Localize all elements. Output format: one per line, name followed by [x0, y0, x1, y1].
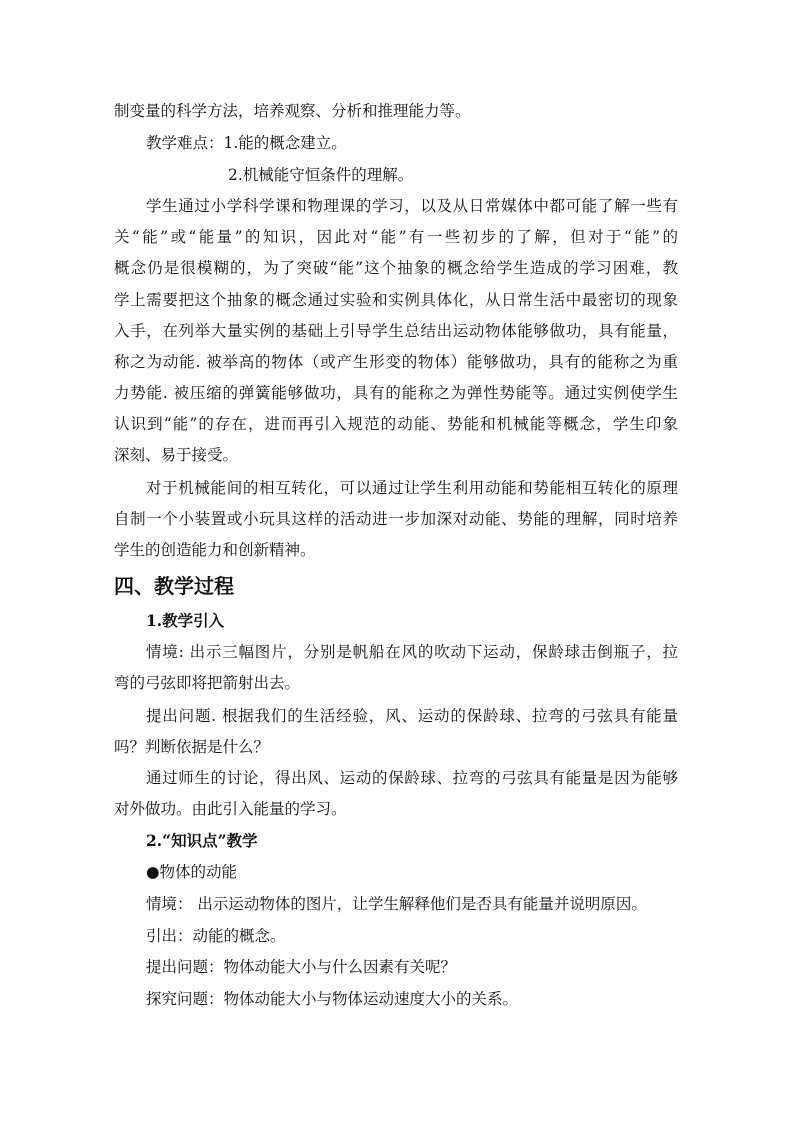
- text-line: 弯的弓弦即将把箭射出去。: [114, 674, 301, 692]
- text-line: 提出问题：物体动能大小与什么因素有关呢？: [146, 958, 457, 976]
- text-line: 对于机械能间的相互转化，可以通过让学生利用动能和势能相互转化的原理: [146, 479, 678, 497]
- text-line: 关“能”或“能量”的知识，因此对“能”有一些初步的了解，但对于“能”的: [114, 228, 678, 246]
- text-line: 概念仍是很模糊的，为了突破“能”这个抽象的概念给学生造成的学习困难，教: [114, 259, 678, 277]
- subsection-heading: 1.教学引入: [146, 611, 225, 630]
- text-line: 制变量的科学方法，培养观察、分析和推理能力等。: [114, 102, 471, 120]
- text-line: 情境： 出示运动物体的图片，让学生解释他们是否具有能量并说明原因。: [146, 895, 647, 913]
- text-line: 称之为动能. 被举高的物体（或产生形变的物体）能够做功，具有的能称之为重: [114, 353, 678, 371]
- text-line: 自制一个小装置或小玩具这样的活动进一步加深对动能、势能的理解，同时培养: [114, 510, 678, 528]
- text-line: 情境: 出示三幅图片，分别是帆船在风的吹动下运动，保龄球击倒瓶子，拉: [146, 643, 678, 661]
- text-line: 入手，在列举大量实例的基础上引导学生总结出运动物体能够做功，具有能量，: [114, 322, 678, 340]
- text-line: 学生通过小学科学课和物理课的学习，以及从日常媒体中都可能了解一些有: [146, 197, 678, 215]
- text-line: 通过师生的讨论，得出风、运动的保龄球、拉弯的弓弦具有能量是因为能够: [146, 769, 678, 787]
- text-line: 提出问题. 根据我们的生活经验，风、运动的保龄球、拉弯的弓弦具有能量: [146, 707, 678, 725]
- text-line: 深刻、易于接受。: [114, 446, 239, 464]
- text-line: 2.机械能守恒条件的理解。: [228, 166, 414, 184]
- text-line: 力势能. 被压缩的弹簧能够做功，具有的能称之为弹性势能等。通过实例使学生: [114, 384, 678, 402]
- bullet-item: ●物体的动能: [146, 863, 238, 881]
- text-line: 吗？判断依据是什么？: [114, 738, 270, 756]
- text-line: 探究问题：物体动能大小与物体运动速度大小的关系。: [146, 990, 519, 1008]
- subsection-heading: 2.“知识点”教学: [146, 831, 258, 850]
- text-line: 引出：动能的概念。: [146, 927, 286, 945]
- text-line: 学上需要把这个抽象的概念通过实验和实例具体化，从日常生活中最密切的现象: [114, 291, 678, 309]
- text-line: 教学难点：1.能的概念建立。: [146, 134, 347, 152]
- text-line: 学生的创造能力和创新精神。: [114, 541, 316, 559]
- section-heading: 四、教学过程: [114, 574, 234, 598]
- text-line: 认识到“能”的存在，进而再引入规范的动能、势能和机械能等概念，学生印象: [114, 415, 678, 433]
- text-line: 对外做功。由此引入能量的学习。: [114, 800, 347, 818]
